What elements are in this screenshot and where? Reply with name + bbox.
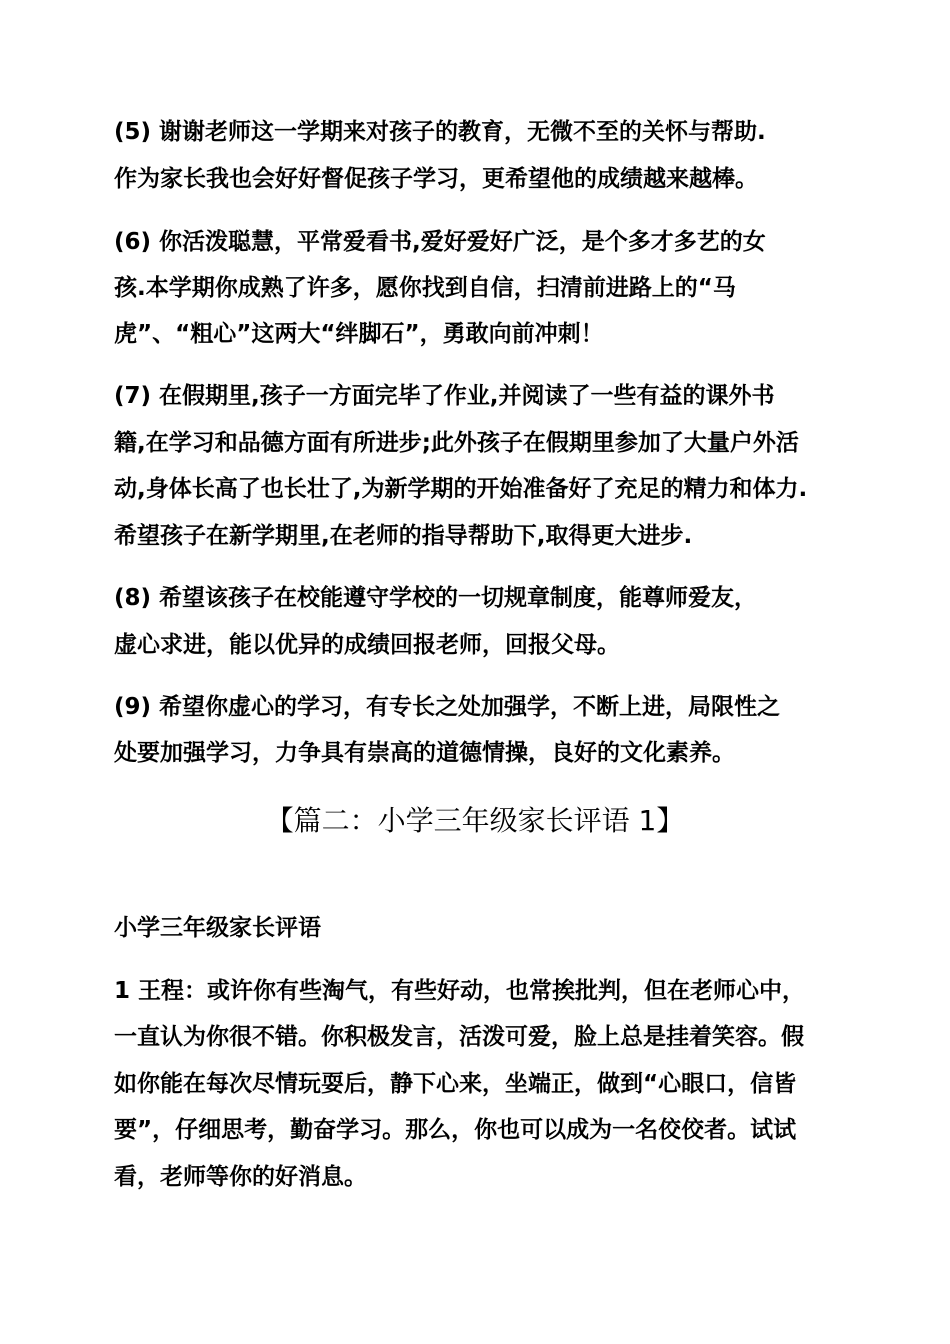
text-line: 虎”、“粗心”这两大“绊脚石”，勇敢向前冲刺！ [114,321,604,347]
text-line: 看，老师等你的好消息。 [114,1164,367,1190]
text-line: 希望孩子在新学期里,在老师的指导帮助下,取得更大进步. [114,523,693,549]
text-line: 虚心求进，能以优异的成绩回报老师，回报父母。 [114,632,620,658]
text-line: 作为家长我也会好好督促孩子学习，更希望他的成绩越来越棒。 [114,166,758,192]
text-line: (8) 希望该孩子在校能遵守学校的一切规章制度，能尊师爱友， [114,585,758,611]
text-line: (6) 你活泼聪慧，平常爱看书,爱好爱好广泛，是个多才多艺的女 [114,229,766,255]
text-line: 要”，仔细思考，勤奋学习。那么，你也可以成为一名佼佼者。试试 [114,1117,797,1143]
text-line: (9) 希望你虚心的学习，有专长之处加强学，不断上进，局限性之 [114,694,781,720]
text-line: 一直认为你很不错。你积极发言，活泼可爱，脸上总是挂着笑容。假 [114,1024,804,1050]
text-line: 1 王程：或许你有些淘气，有些好动，也常挨批判，但在老师心中， [114,978,806,1004]
text-line: 动,身体长高了也长壮了,为新学期的开始准备好了充足的精力和体力. [114,476,808,502]
subheading: 小学三年级家长评语 [114,915,321,941]
section-heading: 【篇二：小学三年级家长评语 1】 [265,804,685,837]
text-line: 如你能在每次尽情玩耍后，静下心来，坐端正，做到“心眼口，信皆 [114,1071,797,1097]
text-line: 处要加强学习，力争具有崇高的道德情操，良好的文化素养。 [114,740,735,766]
text-line: 籍,在学习和品德方面有所进步;此外孩子在假期里参加了大量户外活 [114,430,799,456]
text-line: (5) 谢谢老师这一学期来对孩子的教育，无微不至的关怀与帮助. [114,119,766,145]
text-line: 孩.本学期你成熟了许多，愿你找到自信，扫清前进路上的“马 [114,275,736,301]
text-line: (7) 在假期里,孩子一方面完毕了作业,并阅读了一些有益的课外书 [114,383,775,409]
